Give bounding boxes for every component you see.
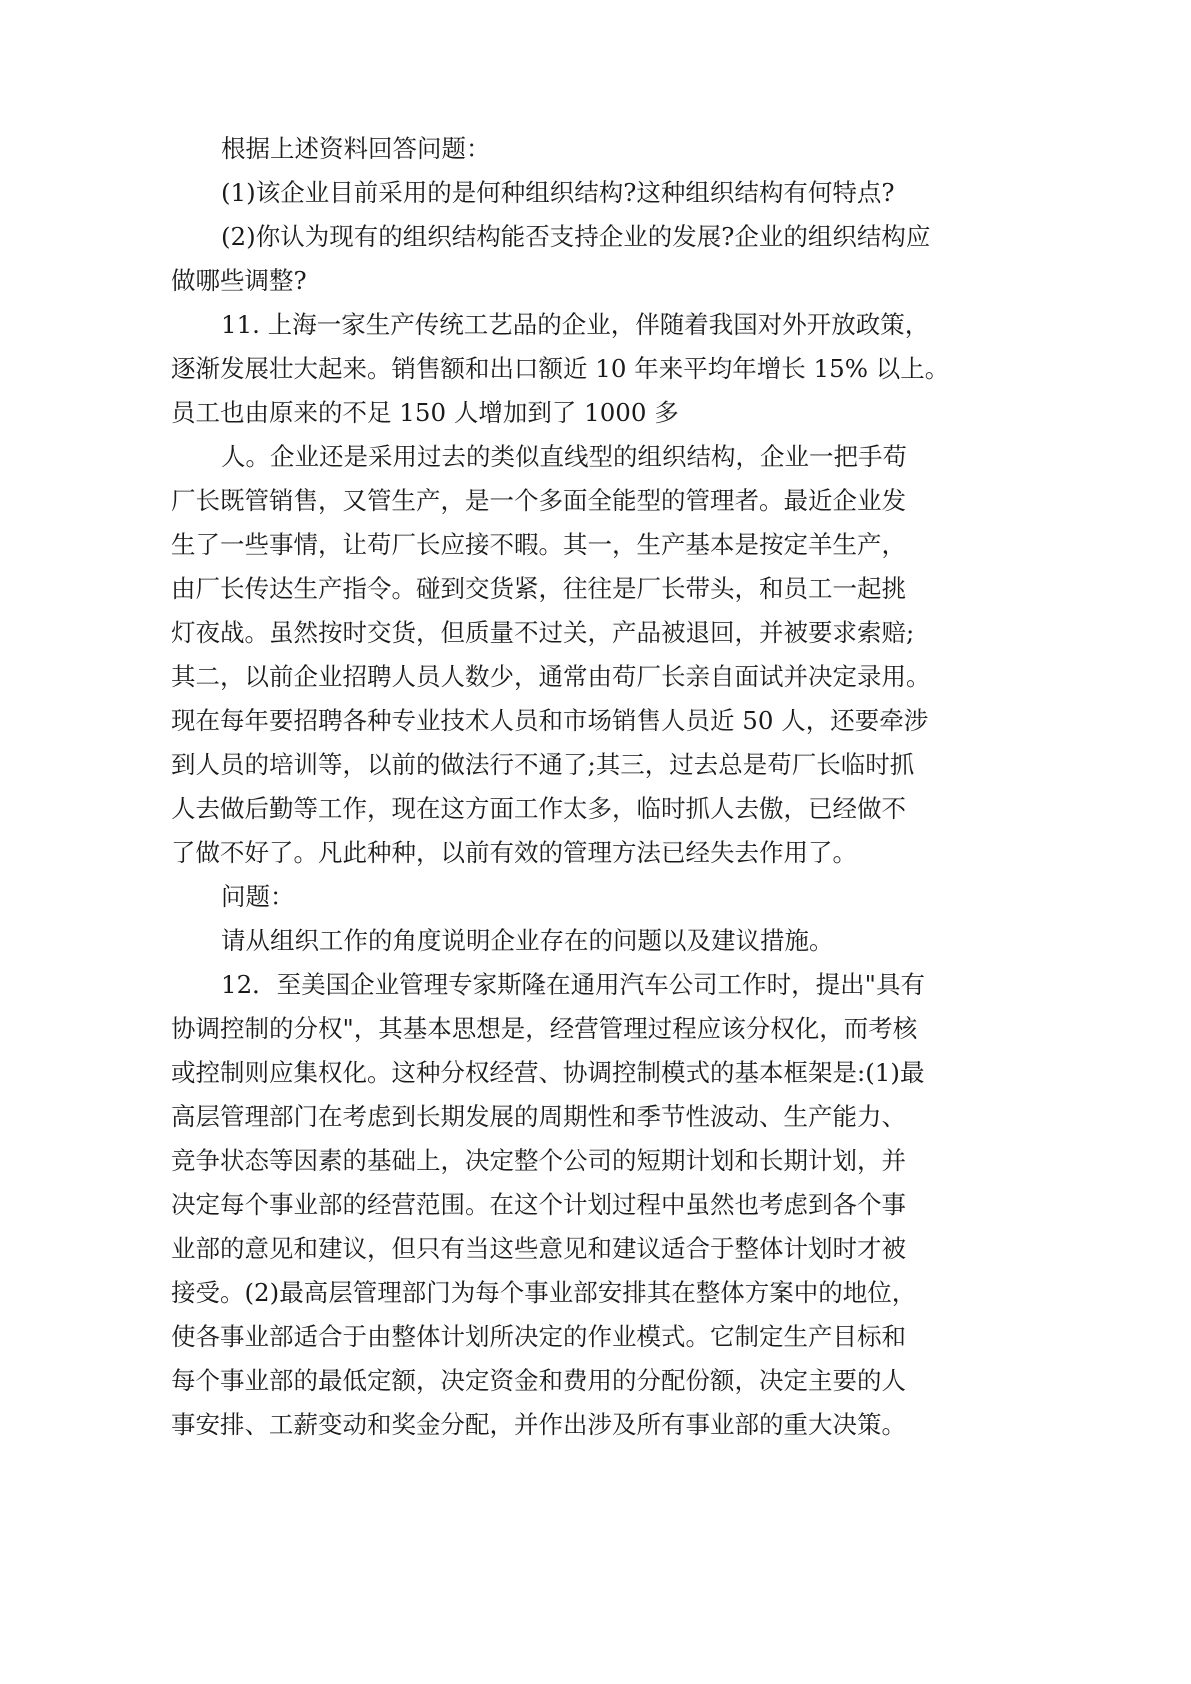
text-line: (2)你认为现有的组织结构能否支持企业的发展?企业的组织结构应 xyxy=(221,222,931,251)
text-line: 竞争状态等因素的基础上，决定整个公司的短期计划和长期计划，并 xyxy=(171,1146,906,1175)
text-line: 了做不好了。凡此种种，以前有效的管理方法已经失去作用了。 xyxy=(171,838,857,867)
text-line: (1)该企业目前采用的是何种组织结构?这种组织结构有何特点? xyxy=(221,178,895,207)
text-line: 决定每个事业部的经营范围。在这个计划过程中虽然也考虑到各个事 xyxy=(171,1190,906,1219)
text-line: 逐渐发展壮大起来。销售额和出口额近 10 年来平均年增长 15% 以上。 xyxy=(171,354,950,383)
text-line: 每个事业部的最低定额，决定资金和费用的分配份额，决定主要的人 xyxy=(171,1366,906,1395)
text-line: 做哪些调整? xyxy=(171,266,307,295)
text-line: 协调控制的分权"，其基本思想是，经营管理过程应该分权化，而考核 xyxy=(171,1014,918,1043)
text-line: 事安排、工薪变动和奖金分配，并作出涉及所有事业部的重大决策。 xyxy=(171,1410,906,1439)
text-line: 或控制则应集权化。这种分权经营、协调控制模式的基本框架是:(1)最 xyxy=(171,1058,925,1087)
text-line: 其二，以前企业招聘人员人数少，通常由苟厂长亲自面试并决定录用。 xyxy=(171,662,931,691)
text-line: 生了一些事情，让苟厂长应接不暇。其一，生产基本是按定羊生产， xyxy=(171,530,906,559)
text-line: 根据上述资料回答问题： xyxy=(221,134,491,163)
text-line: 人去做后勤等工作，现在这方面工作太多，临时抓人去傲，已经做不 xyxy=(171,794,906,823)
text-line: 高层管理部门在考虑到长期发展的周期性和季节性波动、生产能力、 xyxy=(171,1102,906,1131)
text-line: 现在每年要招聘各种专业技术人员和市场销售人员近 50 人，还要牵涉 xyxy=(171,706,929,735)
text-line: 业部的意见和建议，但只有当这些意见和建议适合于整体计划时才被 xyxy=(171,1234,906,1263)
text-line: 灯夜战。虽然按时交货，但质量不过关，产品被退回，并被要求索赔; xyxy=(171,618,915,647)
text-line: 使各事业部适合于由整体计划所决定的作业模式。它制定生产目标和 xyxy=(171,1322,906,1351)
text-line: 人。企业还是采用过去的类似直线型的组织结构，企业一把手苟 xyxy=(221,442,907,471)
text-line: 由厂长传达生产指令。碰到交货紧，往往是厂长带头，和员工一起挑 xyxy=(171,574,906,603)
text-line: 11. 上海一家生产传统工艺品的企业，伴随着我国对外开放政策， xyxy=(221,310,930,339)
text-line: 到人员的培训等，以前的做法行不通了;其三，过去总是苟厂长临时抓 xyxy=(171,750,915,779)
text-line: 12．至美国企业管理专家斯隆在通用汽车公司工作时，提出"具有 xyxy=(221,970,925,999)
text-line: 厂长既管销售，又管生产，是一个多面全能型的管理者。最近企业发 xyxy=(171,486,906,515)
text-line: 员工也由原来的不足 150 人增加到了 1000 多 xyxy=(171,398,679,427)
text-line: 接受。(2)最高层管理部门为每个事业部安排其在整体方案中的地位， xyxy=(171,1278,917,1307)
text-line: 请从组织工作的角度说明企业存在的问题以及建议措施。 xyxy=(221,926,834,955)
text-line: 问题： xyxy=(221,882,295,911)
